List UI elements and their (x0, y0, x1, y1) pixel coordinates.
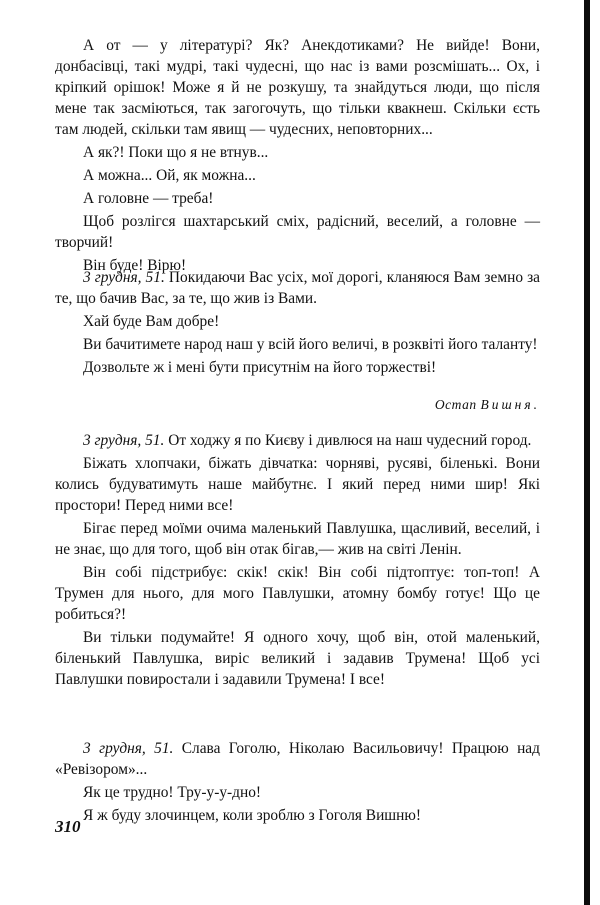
entry-date: 3 грудня, 51. (83, 269, 165, 286)
signature-surname: Вишня. (480, 397, 540, 412)
entry-text: Слава Гоголю, Ніколаю Васильовичу! Працюю над «Ревізором»... (55, 740, 540, 778)
paragraph: Дозвольте ж і мені бути присутнім на його торжестві! (83, 359, 437, 376)
paragraph: А головне — треба! (83, 190, 214, 207)
signature-first-name: Остап (434, 397, 477, 412)
paragraph: Він буде! Вірю! (83, 257, 187, 274)
paragraph: Я ж буду злочинцем, коли зроблю з Гоголя Вишню! (83, 807, 422, 824)
section-kyiv (55, 430, 540, 692)
section-donbas (55, 35, 540, 278)
paragraph (55, 267, 540, 309)
paragraph (55, 430, 540, 451)
entry-date: 3 грудня, 51. (83, 740, 174, 757)
paragraph: Ви тільки подумайте! Я одного хочу, щоб він, отой маленький, біленький Павлушка, виріс великий і задавив Трумена! Щоб усі Павлушки повиростали і задавили Трумена! І все! (55, 629, 540, 688)
paragraph: А от — у літературі? Як? Анекдотиками? Не вийде! Вони, донбасівці, такі мудрі, такі чудесні, що нас із вами розсмішать... Ох, і кріпкий орішок! Може я й не розкушу, та знайдуться люди, що після мене так засміються, так загогочуть, що тільки квакнеш. Скільки єсть там людей, скільки там явищ — чудесних, неповторних... (55, 37, 540, 138)
page-edge-shadow (584, 0, 590, 905)
page-number: 310 (55, 817, 81, 836)
author-signature (55, 397, 540, 413)
paragraph: А як?! Поки що я не втнув... (83, 144, 269, 161)
paragraph: А можна... Ой, як можна... (83, 167, 256, 184)
section-gogol (55, 738, 540, 828)
paragraph: Бігає перед моїми очима маленький Павлушка, щасливий, веселий, і не знає, що для того, щоб він отак бігав,— жив на світі Ленін. (55, 520, 540, 558)
section-farewell (55, 267, 540, 380)
entry-text: Покидаючи Вас усіх, мої дорогі, кланяюся Вам земно за те, що бачив Вас, за те, що жив із Вами. (55, 269, 541, 307)
paragraph: Він собі підстрибує: скік! скік! Він собі підтоптує: топ-топ! А Трумен для нього, для мого Павлушки, атомну бомбу готує! Що це робиться?! (55, 564, 540, 623)
paragraph: Ви бачитимете народ наш у всій його величі, в розквіті його таланту! (83, 336, 538, 353)
paragraph: Біжать хлопчаки, біжать дівчатка: чорняві, русяві, біленькі. Вони колись будуватимуть наше майбутнє. І який перед ними шир! Які простори! Перед ними все! (55, 455, 540, 514)
paragraph: Щоб розлігся шахтарський сміх, радісний, веселий, а головне — творчий! (55, 213, 540, 251)
paragraph (55, 738, 540, 780)
entry-date: 3 грудня, 51. (83, 432, 165, 449)
paragraph: Як це трудно! Тру-у-у-дно! (83, 784, 262, 801)
paragraph: Хай буде Вам добре! (83, 313, 220, 330)
entry-text: От ходжу я по Києву і дивлюся на наш чудесний город. (168, 432, 532, 449)
